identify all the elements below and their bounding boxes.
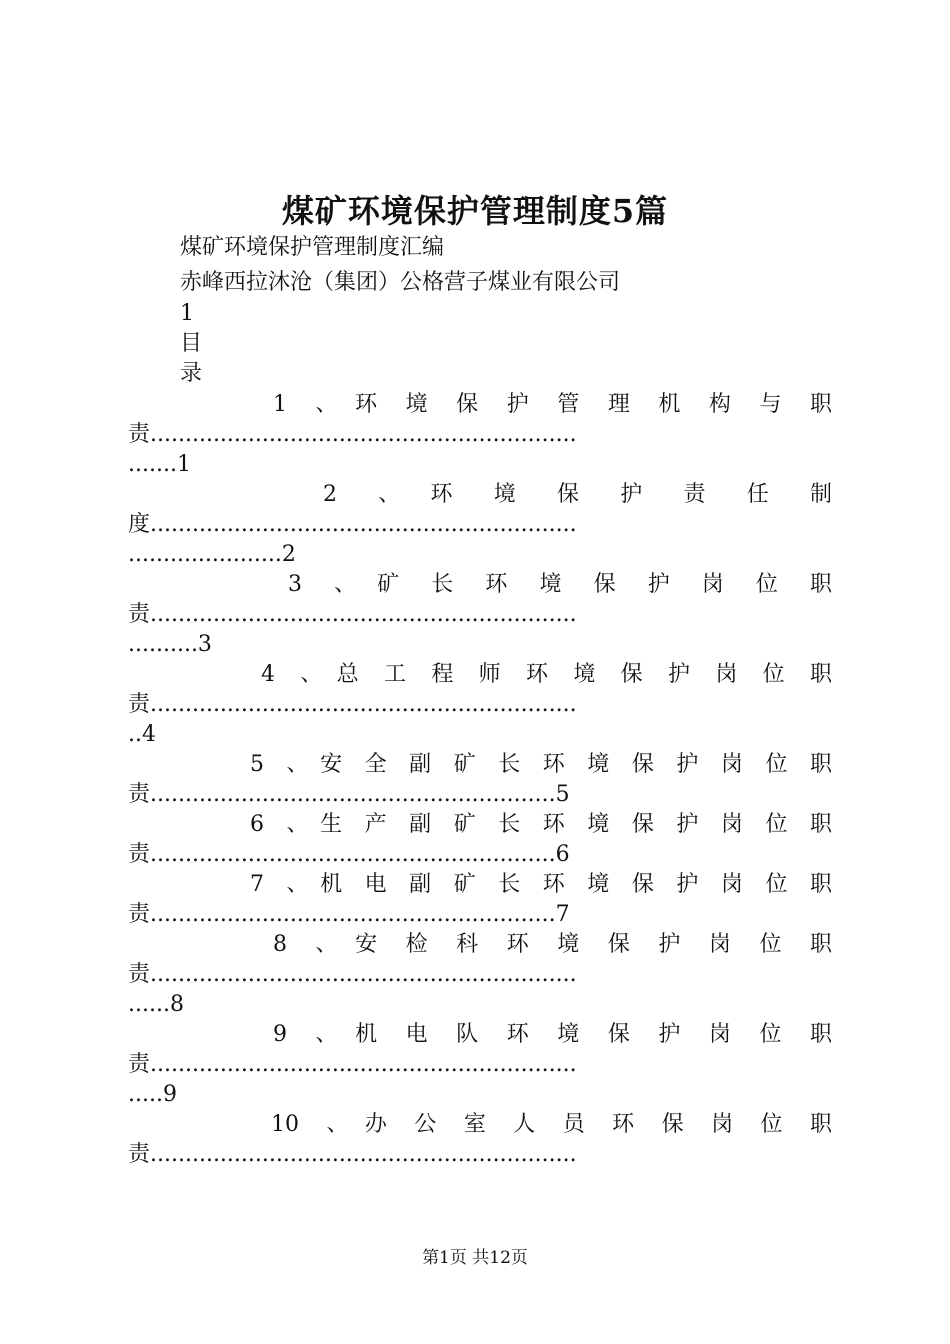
toc-entry-page-number: ......8: [128, 992, 184, 1017]
toc-entry-page-number: ..4: [128, 722, 156, 747]
company-name: 赤峰西拉沐沧（集团）公格营子煤业有限公司: [180, 270, 621, 295]
toc-entry-heading: 9 、 机 电 队 环 境 保 护 岗 位 职: [273, 1022, 832, 1047]
toc-entry-leader: 责..........................................................6: [128, 842, 570, 867]
toc-entry: [128, 930, 832, 1020]
toc-entry-leader: 责..........................................................7: [128, 902, 570, 927]
toc-entry-leader: 责.............................................................: [128, 692, 577, 717]
toc-entry-heading: 1 、 环 境 保 护 管 理 机 构 与 职: [273, 392, 832, 417]
toc-entry-heading: 2 、 环 境 保 护 责 任 制: [323, 482, 832, 507]
subtitle: 煤矿环境保护管理制度汇编: [180, 235, 445, 260]
toc-entry-page-number: ......................2: [128, 542, 296, 567]
toc-entry-leader: 责.............................................................: [128, 962, 577, 987]
toc-label-mu: 目: [180, 331, 203, 356]
document-title: 煤矿环境保护管理制度5篇: [281, 192, 669, 230]
table-of-contents: [128, 390, 832, 1170]
toc-label-lu: 录: [180, 361, 203, 386]
toc-entry: [128, 480, 832, 570]
toc-entry: [128, 570, 832, 660]
toc-entry-heading: 3 、 矿 长 环 境 保 护 岗 位 职: [288, 572, 832, 597]
page-marker: 1: [180, 301, 194, 326]
toc-entry-leader: 责..........................................................5: [128, 782, 570, 807]
toc-entry: [128, 870, 832, 930]
toc-entry-heading: 5 、 安 全 副 矿 长 环 境 保 护 岗 位 职: [250, 752, 832, 777]
toc-entry: [128, 810, 832, 870]
toc-entry: [128, 660, 832, 750]
toc-entry: [128, 1020, 832, 1110]
page-footer: 第1页 共12页: [422, 1248, 528, 1268]
toc-entry: [128, 750, 832, 810]
toc-entry-leader: 责.............................................................: [128, 1142, 577, 1167]
toc-entry-page-number: ..........3: [128, 632, 212, 657]
toc-entry-page-number: .......1: [128, 452, 191, 477]
toc-entry: [128, 390, 832, 480]
toc-entry-leader: 度.............................................................: [128, 512, 577, 537]
toc-entry-leader: 责.............................................................: [128, 422, 577, 447]
toc-entry-heading: 6 、 生 产 副 矿 长 环 境 保 护 岗 位 职: [250, 812, 832, 837]
toc-entry-leader: 责.............................................................: [128, 602, 577, 627]
toc-entry-heading: 7 、 机 电 副 矿 长 环 境 保 护 岗 位 职: [250, 872, 832, 897]
toc-entry-heading: 8 、 安 检 科 环 境 保 护 岗 位 职: [273, 932, 832, 957]
toc-entry-heading: 4 、 总 工 程 师 环 境 保 护 岗 位 职: [261, 662, 832, 687]
toc-entry-heading: 10 、 办 公 室 人 员 环 保 岗 位 职: [271, 1112, 832, 1137]
toc-entry-leader: 责.............................................................: [128, 1052, 577, 1077]
toc-entry: [128, 1110, 832, 1170]
toc-entry-page-number: .....9: [128, 1082, 177, 1107]
